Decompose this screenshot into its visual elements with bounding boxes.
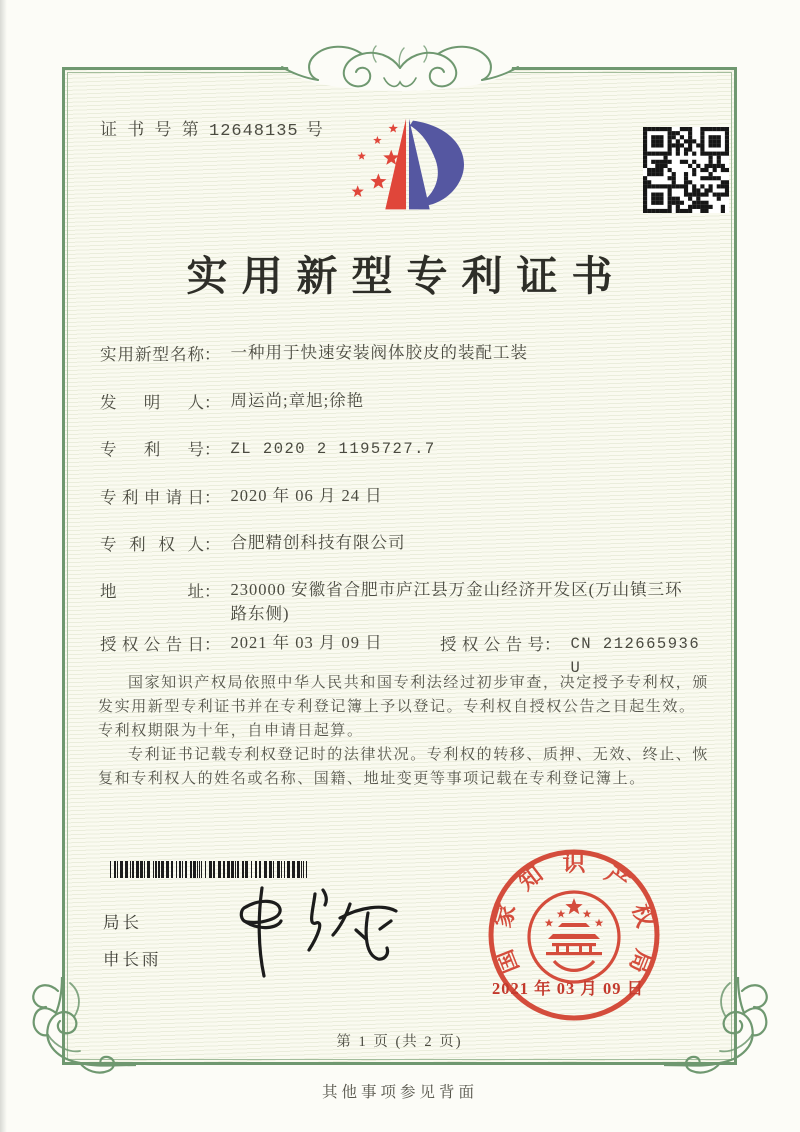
field-colon: ： — [204, 393, 221, 412]
field-row-patent-number — [100, 436, 707, 461]
back-note: 其他事项参见背面 — [321, 1084, 478, 1101]
signer-name: 申长雨 — [103, 951, 162, 969]
field-label: 实用新型名称 — [100, 345, 204, 364]
field-value: 合肥精创科技有限公司 — [230, 533, 406, 552]
legal-paragraph-1: 国家知识产权局依照中华人民共和国专利法经过初步审查，决定授予专利权，颁发实用新型专利证书并在专利登记簿上予以登记。专利权自授权公告之日起生效。专利权期限为十年，自申请日起算。 — [98, 675, 710, 739]
field-colon: ： — [204, 535, 221, 554]
field-label: 发明人 — [100, 393, 204, 412]
legal-paragraph-2: 专利证书记载专利权登记时的法律状况。专利权的转移、质押、无效、终止、恢复和专利权人的姓名或名称、国籍、地址变更等事项记载在专利登记簿上。 — [98, 747, 710, 787]
field-value: ZL 2020 2 1195727.7 — [230, 440, 436, 458]
field-value: 230000 安徽省合肥市庐江县万金山经济开发区(万山镇三环路东侧) — [230, 580, 683, 623]
seal-date: 2021 年 03 月 09 日 — [492, 979, 645, 998]
certificate-title: 实用新型专利证书 — [186, 253, 627, 299]
legal-text — [98, 671, 712, 791]
certificate-number-prefix: 证 书 号 第 — [100, 120, 202, 139]
director-signature — [220, 882, 415, 987]
national-emblem — [529, 892, 619, 982]
page-number: 第 1 页 (共 2 页) — [336, 1034, 463, 1050]
certificate-number-suffix: 号 — [305, 120, 326, 139]
signer-role: 局长 — [103, 914, 142, 932]
field-row-filing-date — [100, 484, 707, 508]
emblem-stars — [545, 898, 604, 927]
certificate-number-value: 12648135 — [209, 122, 299, 141]
field-label: 授权公告号 — [440, 635, 544, 654]
seal-text: 国家知识产权局 — [489, 851, 658, 977]
signer-block — [103, 909, 162, 983]
field-value: 一种用于快速安装阀体胶皮的装配工装 — [230, 343, 528, 362]
field-row-inventors — [100, 389, 707, 413]
barcode — [110, 861, 312, 878]
field-row-name — [100, 341, 707, 365]
field-colon: ： — [204, 345, 221, 364]
certificate-number — [100, 115, 326, 141]
grant-date-value: 2021 年 03 月 09 日 — [230, 633, 383, 652]
certificate-content — [62, 67, 737, 1065]
field-label: 授权公告日 — [100, 635, 204, 654]
field-label: 专利权人 — [100, 535, 204, 554]
field-colon: ： — [204, 635, 221, 654]
qr-code — [643, 127, 729, 213]
field-label: 地址 — [100, 582, 204, 601]
field-colon: ： — [204, 440, 221, 459]
field-row-grant — [100, 631, 707, 677]
field-colon: ： — [204, 582, 221, 601]
field-colon: ： — [204, 488, 221, 507]
field-row-address — [100, 578, 707, 626]
field-value: 周运尚;章旭;徐艳 — [230, 391, 365, 410]
field-label: 专利号 — [100, 440, 204, 459]
grant-number-value: CN 212665936 U — [570, 635, 701, 677]
cnipa-logo — [334, 109, 482, 223]
field-colon: ： — [544, 635, 561, 654]
field-label: 专利申请日 — [100, 488, 204, 507]
svg-text:国家知识产权局 — [489, 851, 659, 977]
field-value: 2020 年 06 月 24 日 — [230, 486, 383, 505]
field-row-patentee — [100, 531, 707, 555]
